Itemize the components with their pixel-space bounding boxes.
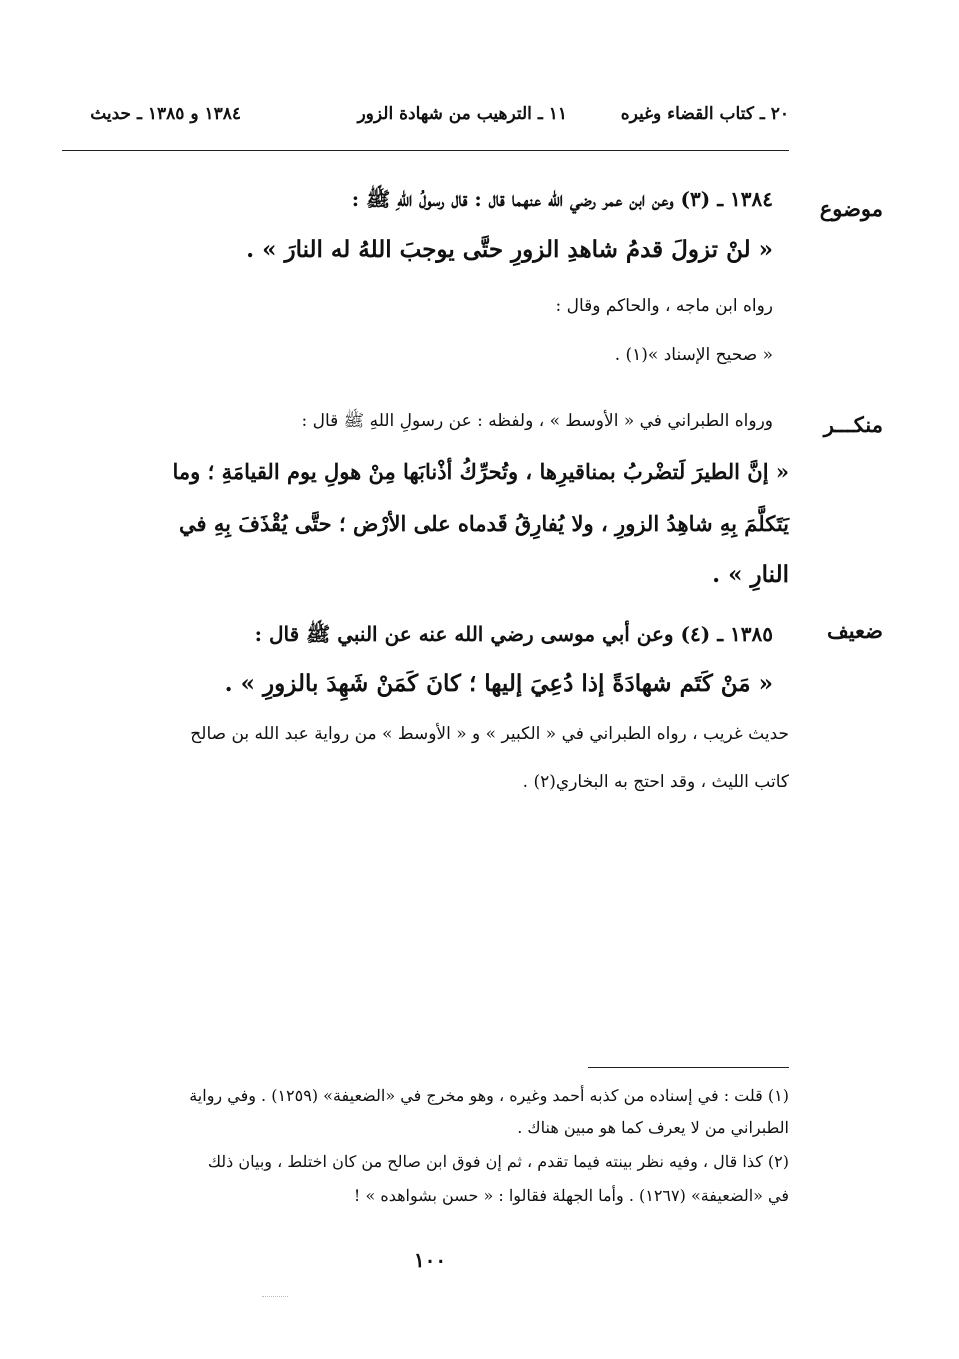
grade-label-mawdu: موضوع — [819, 196, 883, 221]
footnote-1-line-2: الطبراني من لا يعرف كما هو مبين هناك . — [517, 1118, 789, 1137]
grade-label-daif: ضعيف — [826, 618, 883, 643]
hadith-1385-isnad: ١٣٨٥ ـ (٤) وعن أبي موسى رضي الله عنه عن النبي ﷺ قال : — [254, 622, 773, 646]
hadith-1384-isnad: ١٣٨٤ ـ (٣) وعن ابن عمر رضي الله عنهما قال : قال رسولُ اللهِ ﷺ : — [351, 187, 773, 211]
header-hadith-range: ١٣٨٤ و ١٣٨٥ ـ حديث — [90, 104, 241, 124]
footnote-2-line-1: (٢) كذا قال ، وفيه نظر بينته فيما تقدم ، ثم إن فوق ابن صالح من كان اختلط ، وبيان ذلك — [207, 1152, 789, 1171]
header-section: ١١ ـ الترهيب من شهادة الزور — [357, 104, 567, 124]
variant-matn-line-3: النارِ » . — [712, 561, 789, 588]
header-chapter: ٢٠ ـ كتاب القضاء وغيره — [620, 104, 789, 124]
hadith-1385-matn: « مَنْ كَتَم شهادَةً إذا دُعِيَ إليها ؛ كانَ كَمَنْ شَهِدَ بالزورِ » . — [224, 670, 773, 697]
page-number: ١٠٠ — [413, 1248, 447, 1272]
footnote-2-line-2: في «الضعيفة» (١٢٦٧) . وأما الجهلة فقالوا : « حسن بشواهده » ! — [353, 1186, 789, 1205]
hadith-1385-takhrij-line-2: كاتب الليث ، وقد احتج به البخاري(٢) . — [522, 772, 789, 792]
footnote-divider — [588, 1067, 789, 1068]
hadith-1384-matn: « لنْ تزولَ قدمُ شاهدِ الزورِ حتَّى يوجبَ اللهُ له النارَ » . — [246, 236, 773, 263]
variant-matn-line-1: « إنَّ الطيرَ لَتضْربُ بمناقيرِها ، وتُحرِّكُ أذْنابَها مِنْ هولِ يوم القيامَةِ ؛ وما — [172, 459, 789, 484]
hadith-1384-hakim-verdict: « صحيح الإسناد »(١) . — [614, 345, 773, 365]
scan-speck — [262, 1296, 288, 1297]
variant-matn-line-2: يَتَكلَّمَ بِهِ شاهِدُ الزورِ ، ولا يُفارِقُ قَدماه على الأرْض ؛ حتَّى يُقْذَفَ بِهِ في — [179, 511, 789, 536]
hadith-1385-takhrij-line-1: حديث غريب ، رواه الطبراني في « الكبير » و « الأوسط » من رواية عبد الله بن صالح — [190, 724, 789, 744]
header-divider — [62, 150, 789, 151]
grade-label-munkar: منكـــر — [823, 412, 883, 437]
variant-intro: ورواه الطبراني في « الأوسط » ، ولفظه : عن رسولِ اللهِ ﷺ قال : — [301, 411, 773, 431]
hadith-1384-takhrij: رواه ابن ماجه ، والحاكم وقال : — [555, 296, 773, 316]
footnote-1-line-1: (١) قلت : في إسناده من كذبه أحمد وغيره ، وهو مخرج في «الضعيفة» (١٢٥٩) . وفي رواية — [189, 1086, 789, 1105]
